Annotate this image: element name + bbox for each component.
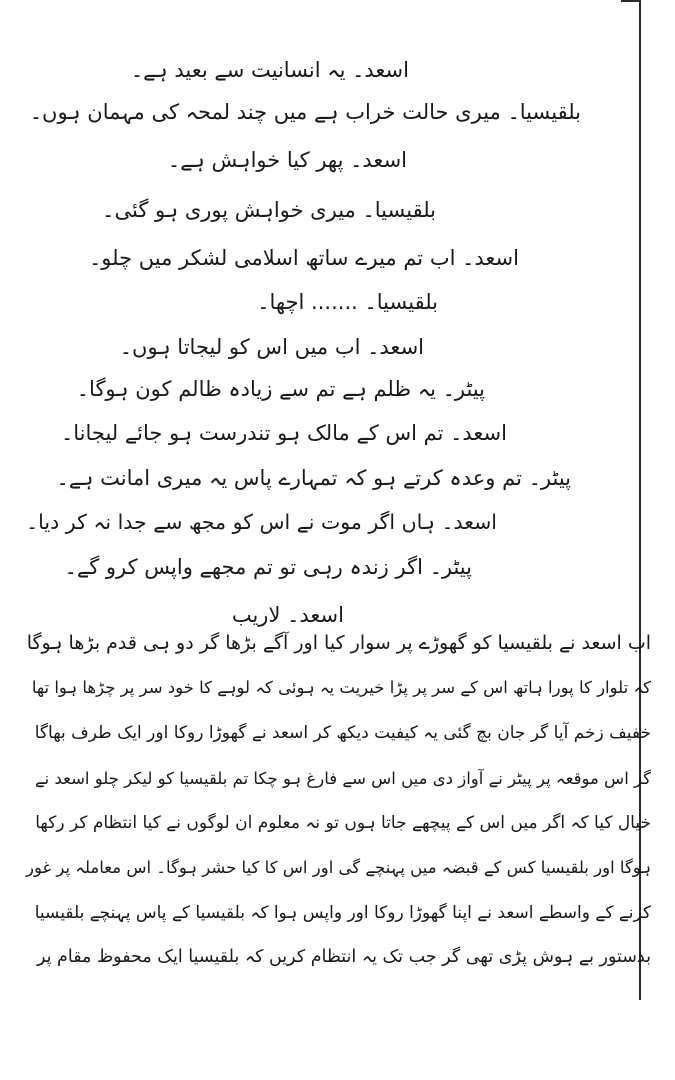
paragraph-line: گر اس موقعہ پر پیٹر نے آواز دی میں اس سے فارغ ہو چکا تم بلقیسیا کو لیکر چلو اسعد نے [34, 769, 651, 788]
paragraph-line: ہوگا اور بلقیسیا کس کے قبضہ میں پہنچے گی اور اس کا کیا حشر ہوگا۔ اس معاملہ پر غور [25, 858, 651, 877]
paragraph-line: خفیف زخم آیا گر جان بچ گئی یہ کیفیت دیکھ کر اسعد نے گھوڑا روکا اور ایک طرف بھاگا [34, 723, 651, 743]
dialogue-line: اسعد۔ اب میں اس کو لیجاتا ہوں۔ [119, 335, 424, 359]
dialogue-line: بلقیسیا۔ میری خواہش پوری ہو گئی۔ [102, 198, 436, 222]
paragraph-line: اب اسعد نے بلقیسیا کو گھوڑے پر سوار کیا اور آگے بڑھا گر دو ہی قدم بڑھا ہوگا [26, 632, 651, 654]
dialogue-line: بلقیسیا۔ میری حالت خراب ہے میں چند لمحہ کی مہمان ہوں۔ [29, 100, 581, 124]
paragraph-line: بدستور بے ہوش پڑی تھی گر جب تک یہ انتظام کریں کہ بلقیسیا ایک محفوظ مقام پر [36, 947, 651, 967]
dialogue-line: اسعد۔ لاریب [231, 603, 344, 627]
dialogue-line: اسعد۔ پھر کیا خواہش ہے۔ [167, 148, 407, 172]
paragraph-line: کرنے کے واسطے اسعد نے اپنا گھوڑا روکا اور واپس ہوا کہ بلقیسیا کے پاس پہنچے بلقیسیا [34, 903, 651, 923]
column-border-line [639, 0, 641, 1000]
dialogue-line: اسعد۔ تم اس کے مالک ہو تندرست ہو جائے لیجانا۔ [60, 421, 507, 445]
column-border-corner [621, 0, 641, 12]
dialogue-line: اسعد۔ اب تم میرے ساتھ اسلامی لشکر میں چلو۔ [89, 246, 519, 270]
dialogue-line: اسعد۔ یہ انسانیت سے بعید ہے۔ [130, 58, 409, 82]
dialogue-line: اسعد۔ ہاں اگر موت نے اس کو مجھ سے جدا نہ کر دیا۔ [26, 510, 497, 534]
paragraph-line: خیال کیا کہ اگر میں اس کے پیچھے جاتا ہوں تو نہ معلوم ان لوگوں نے کیا انتظام کر رکھا [35, 813, 651, 833]
dialogue-line: پیٹر۔ یہ ظلم ہے تم سے زیادہ ظالم کون ہوگا۔ [76, 377, 485, 401]
dialogue-line: بلقیسیا۔ ....... اچھا۔ [257, 290, 438, 314]
paragraph-line: کہ تلوار کا پورا ہاتھ اس کے سر پر پڑا خیریت یہ ہوئی کہ لوہے کا خود سر پر چڑھا ہوا تھا [31, 678, 651, 697]
dialogue-line: پیٹر۔ اگر زندہ رہی تو تم مجھے واپس کرو گے۔ [64, 555, 472, 579]
dialogue-line: پیٹر۔ تم وعدہ کرتے ہو کہ تمہارے پاس یہ میری امانت ہے۔ [56, 466, 571, 490]
